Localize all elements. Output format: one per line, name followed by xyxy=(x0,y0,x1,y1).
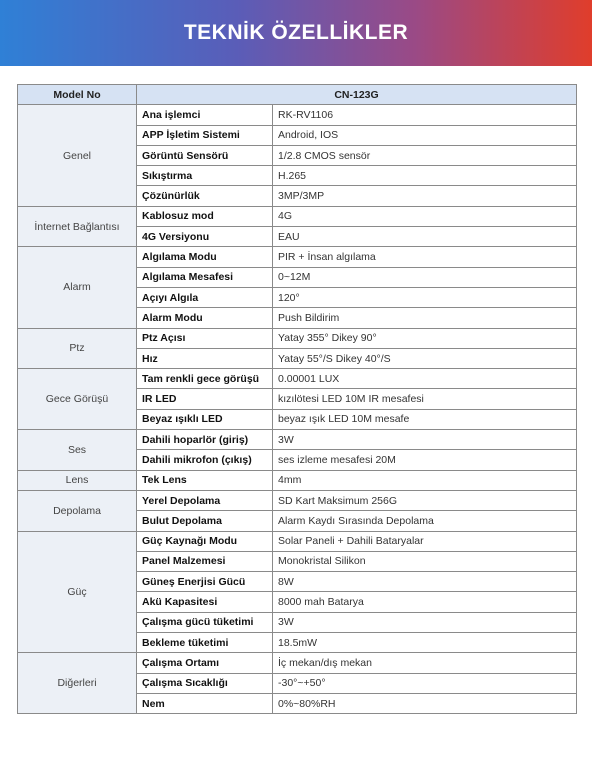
title-banner xyxy=(0,0,592,66)
model-no-value: CN-123G xyxy=(137,85,577,105)
property-name: Tek Lens xyxy=(137,470,273,490)
table-row xyxy=(18,531,577,551)
property-name: Alarm Modu xyxy=(137,308,273,328)
property-name: Çalışma Ortamı xyxy=(137,653,273,673)
property-value: 8W xyxy=(273,572,577,592)
property-name: Dahili hoparlör (giriş) xyxy=(137,430,273,450)
property-value: 4G xyxy=(273,206,577,226)
property-value: PIR + İnsan algılama xyxy=(273,247,577,267)
spec-table xyxy=(17,84,577,714)
property-name: Bekleme tüketimi xyxy=(137,633,273,653)
property-name: Görüntü Sensörü xyxy=(137,145,273,165)
property-name: Algılama Mesafesi xyxy=(137,267,273,287)
property-name: Sıkıştırma xyxy=(137,166,273,186)
property-value: kızılötesi LED 10M IR mesafesi xyxy=(273,389,577,409)
property-value: 8000 mah Batarya xyxy=(273,592,577,612)
property-name: Ana işlemci xyxy=(137,105,273,125)
property-name: Tam renkli gece görüşü xyxy=(137,369,273,389)
property-name: IR LED xyxy=(137,389,273,409)
property-value: Push Bildirim xyxy=(273,308,577,328)
property-name: Çözünürlük xyxy=(137,186,273,206)
table-row xyxy=(18,490,577,510)
property-name: Açıyı Algıla xyxy=(137,287,273,307)
property-value: 0.00001 LUX xyxy=(273,369,577,389)
property-name: Çalışma gücü tüketimi xyxy=(137,612,273,632)
property-name: Güç Kaynağı Modu xyxy=(137,531,273,551)
table-row xyxy=(18,653,577,673)
table-row xyxy=(18,430,577,450)
page-title: TEKNİK ÖZELLİKLER xyxy=(183,21,409,44)
property-value: EAU xyxy=(273,227,577,247)
property-value: SD Kart Maksimum 256G xyxy=(273,490,577,510)
property-name: Panel Malzemesi xyxy=(137,551,273,571)
property-name: Nem xyxy=(137,693,273,713)
property-name: APP İşletim Sistemi xyxy=(137,125,273,145)
table-row xyxy=(18,369,577,389)
property-value: H.265 xyxy=(273,166,577,186)
property-value: 1/2.8 CMOS sensör xyxy=(273,145,577,165)
category-cell: Ptz xyxy=(18,328,137,369)
property-name: Yerel Depolama xyxy=(137,490,273,510)
property-value: RK-RV1106 xyxy=(273,105,577,125)
category-cell: Depolama xyxy=(18,490,137,531)
property-value: Android, IOS xyxy=(273,125,577,145)
property-name: Kablosuz mod xyxy=(137,206,273,226)
property-value: 3MP/3MP xyxy=(273,186,577,206)
property-value: İç mekan/dış mekan xyxy=(273,653,577,673)
property-value: 0~12M xyxy=(273,267,577,287)
property-value: Yatay 55°/S Dikey 40°/S xyxy=(273,348,577,368)
table-row xyxy=(18,206,577,226)
property-value: 0%~80%RH xyxy=(273,693,577,713)
property-name: Algılama Modu xyxy=(137,247,273,267)
property-name: Hız xyxy=(137,348,273,368)
category-cell: Gece Görüşü xyxy=(18,369,137,430)
property-name: Güneş Enerjisi Gücü xyxy=(137,572,273,592)
property-value: Alarm Kaydı Sırasında Depolama xyxy=(273,511,577,531)
property-name: Bulut Depolama xyxy=(137,511,273,531)
category-cell: Alarm xyxy=(18,247,137,328)
property-value: Yatay 355° Dikey 90° xyxy=(273,328,577,348)
spec-table-body xyxy=(18,105,577,714)
property-value: beyaz ışık LED 10M mesafe xyxy=(273,409,577,429)
category-cell: Diğerleri xyxy=(18,653,137,714)
table-row xyxy=(18,247,577,267)
property-value: -30°~+50° xyxy=(273,673,577,693)
property-value: 18.5mW xyxy=(273,633,577,653)
property-value: Monokristal Silikon xyxy=(273,551,577,571)
property-value: ses izleme mesafesi 20M xyxy=(273,450,577,470)
property-value: Solar Paneli + Dahili Bataryalar xyxy=(273,531,577,551)
property-name: Çalışma Sıcaklığı xyxy=(137,673,273,693)
table-header-row xyxy=(18,85,577,105)
property-name: Beyaz ışıklı LED xyxy=(137,409,273,429)
category-cell: Ses xyxy=(18,430,137,471)
property-name: Ptz Açısı xyxy=(137,328,273,348)
category-cell: Lens xyxy=(18,470,137,490)
category-cell: Güç xyxy=(18,531,137,653)
property-value: 120° xyxy=(273,287,577,307)
table-row xyxy=(18,105,577,125)
table-row xyxy=(18,328,577,348)
model-no-label: Model No xyxy=(18,85,137,105)
property-name: Akü Kapasitesi xyxy=(137,592,273,612)
property-name: 4G Versiyonu xyxy=(137,227,273,247)
property-value: 4mm xyxy=(273,470,577,490)
property-value: 3W xyxy=(273,612,577,632)
property-name: Dahili mikrofon (çıkış) xyxy=(137,450,273,470)
category-cell: Genel xyxy=(18,105,137,206)
table-row xyxy=(18,470,577,490)
property-value: 3W xyxy=(273,430,577,450)
category-cell: İnternet Bağlantısı xyxy=(18,206,137,247)
